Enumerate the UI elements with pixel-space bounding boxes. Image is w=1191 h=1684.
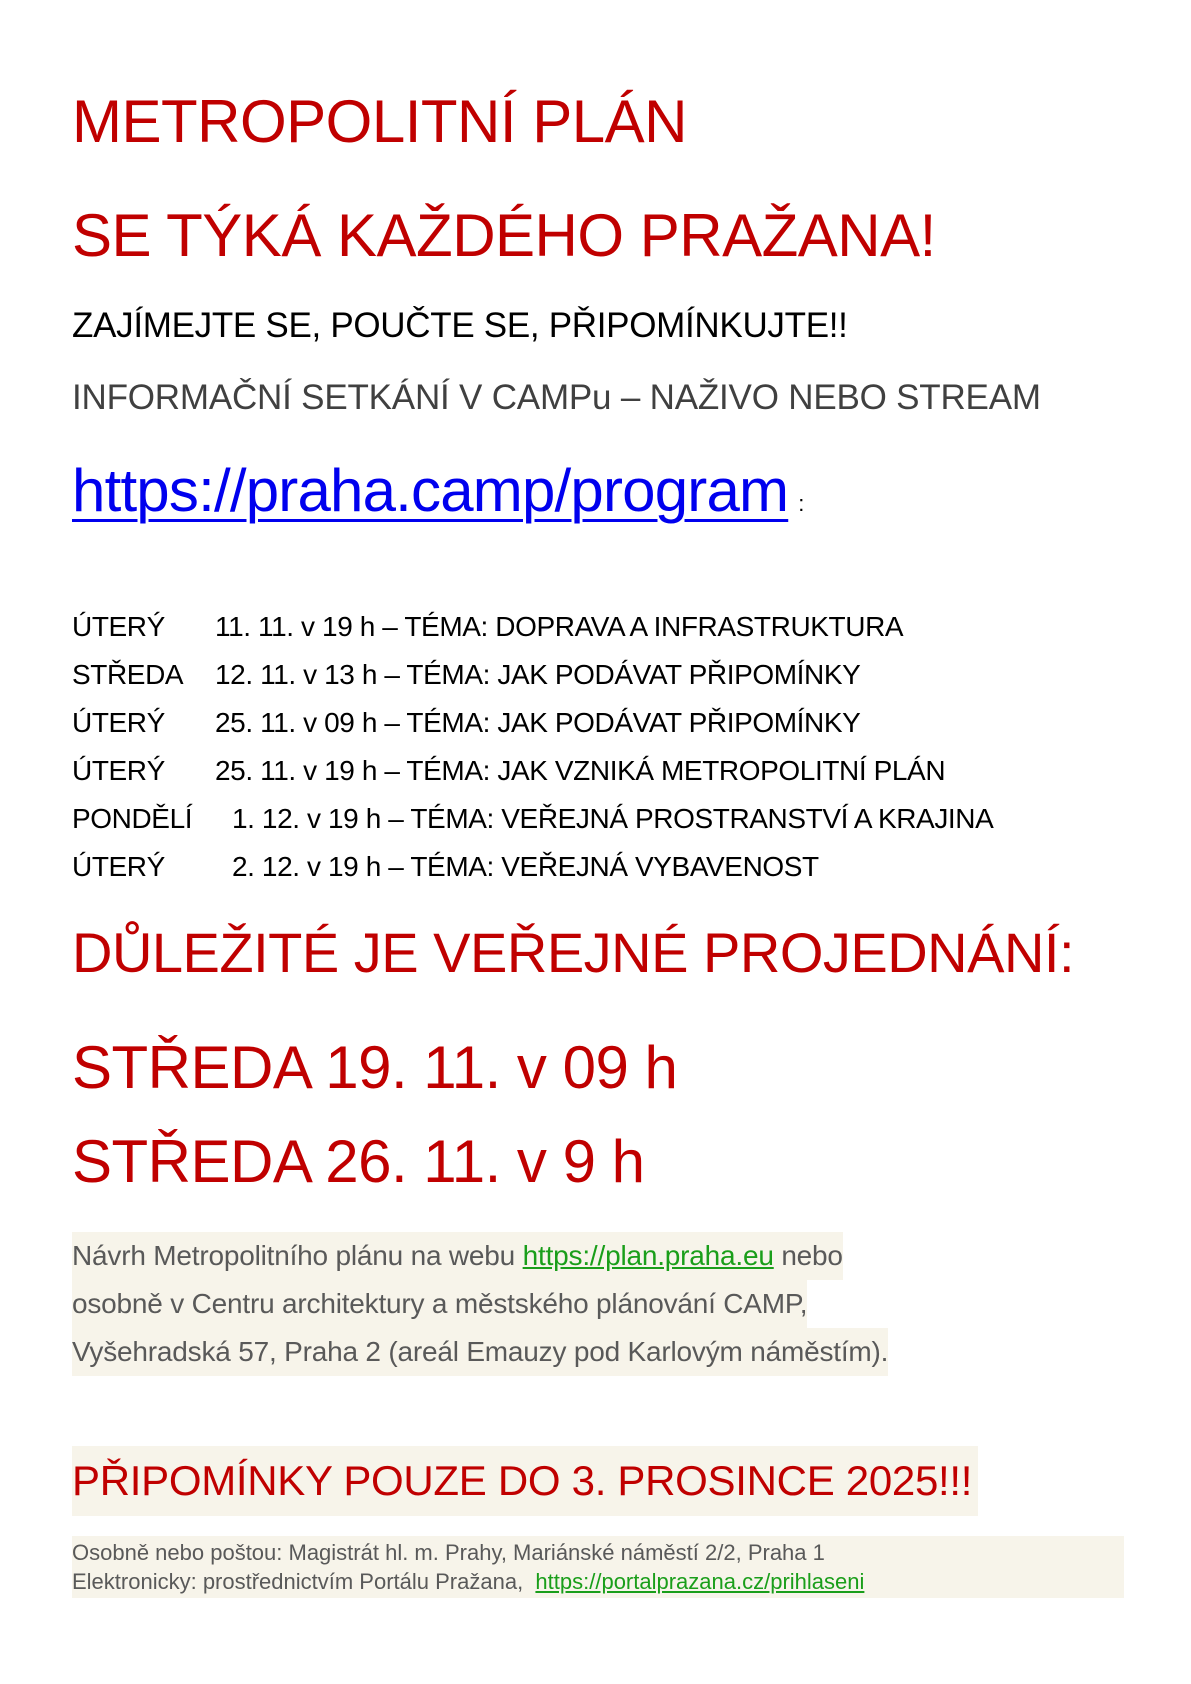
schedule-day: PONDĚLÍ [72,803,193,834]
program-link[interactable]: https://praha.camp/program [72,457,789,524]
plan-info-suffix: nebo [773,1240,843,1271]
plan-info-line-3: Vyšehradská 57, Praha 2 (areál Emauzy pod Karlovým náměstím). [72,1328,888,1376]
schedule-text: 11. 11. v 19 h – TÉMA: DOPRAVA A INFRASTRUKTURA [215,611,904,642]
title-line-1: METROPOLITNÍ PLÁN [72,88,687,155]
subtitle: ZAJÍMEJTE SE, POUČTE SE, PŘIPOMÍNKUJTE!! [72,306,848,345]
schedule-day: ÚTERÝ [72,851,165,882]
deadline-notice: PŘIPOMÍNKY POUZE DO 3. PROSINCE 2025!!! [72,1446,978,1516]
plan-web-link[interactable]: https://plan.praha.eu [522,1240,774,1271]
schedule-text: 25. 11. v 19 h – TÉMA: JAK VZNIKÁ METROPOLITNÍ PLÁN [215,755,946,786]
info-meeting-line: INFORMAČNÍ SETKÁNÍ V CAMPu – NAŽIVO NEBO STREAM [72,378,1041,417]
schedule-day: ÚTERÝ [72,755,165,786]
program-link-colon: : [798,491,804,516]
contact-block [72,1536,1124,1598]
schedule-text: 12. 11. v 13 h – TÉMA: JAK PODÁVAT PŘIPOMÍNKY [215,659,861,690]
portal-link[interactable]: https://portalprazana.cz/prihlaseni [535,1569,865,1594]
title-line-2: SE TÝKÁ KAŽDÉHO PRAŽANA! [72,202,936,269]
schedule-day: ÚTERÝ [72,611,165,642]
hearing-date-1: STŘEDA 19. 11. v 09 h [72,1034,678,1101]
contact-line-2 [72,1567,1124,1596]
schedule-text: 2. 12. v 19 h – TÉMA: VEŘEJNÁ VYBAVENOST [232,851,819,882]
plan-info-line-2: osobně v Centru architektury a městského plánování CAMP, [72,1280,807,1328]
contact-line-2-prefix: Elektronicky: prostřednictvím Portálu Pražana, [72,1569,536,1594]
hearing-heading: DŮLEŽITÉ JE VEŘEJNÉ PROJEDNÁNÍ: [72,921,1075,984]
plan-info-line-1 [72,1232,843,1280]
contact-line-1: Osobně nebo poštou: Magistrát hl. m. Prahy, Mariánské náměstí 2/2, Praha 1 [72,1540,825,1565]
schedule-day: ÚTERÝ [72,707,165,738]
schedule-text: 1. 12. v 19 h – TÉMA: VEŘEJNÁ PROSTRANSTVÍ A KRAJINA [232,803,994,834]
plan-info-prefix: Návrh Metropolitního plánu na webu [72,1240,523,1271]
program-link-row [72,453,804,542]
plan-info-block [72,1232,888,1376]
hearing-date-2: STŘEDA 26. 11. v 9 h [72,1128,645,1195]
schedule-text: 25. 11. v 09 h – TÉMA: JAK PODÁVAT PŘIPOMÍNKY [215,707,861,738]
schedule-day: STŘEDA [72,659,184,690]
